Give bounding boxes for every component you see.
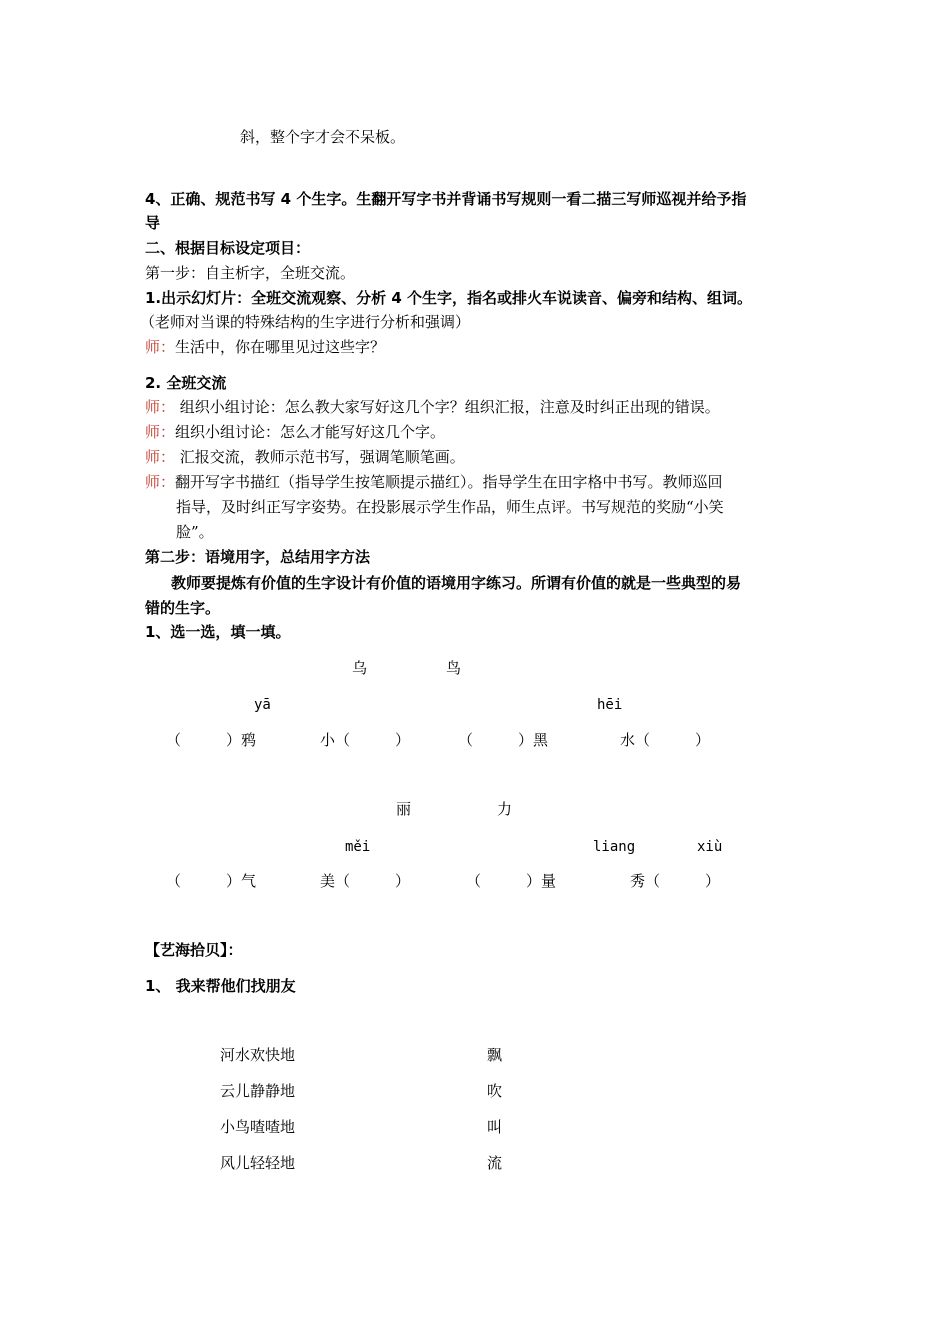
ex2-pinyin-liang: liang	[593, 839, 636, 855]
teacher-label: 师：	[145, 398, 176, 416]
ex1-char-wu: 乌	[352, 659, 368, 677]
item4-line1: 4、正确、规范书写 4 个生字。生翻开写字书并背诵书写规则一看二描三写师巡视并给予指	[145, 190, 747, 208]
friends-left-1: 河水欢快地	[220, 1046, 296, 1064]
teacher-step-1	[145, 396, 720, 418]
teacher-label: 师：	[145, 448, 176, 466]
teacher-step-4-line1: 翻开写字书描红（指导学生按笔顺提示描红）。指导学生在田字格中书写。教师巡回	[175, 473, 723, 491]
friends-right-1: 飘	[487, 1046, 503, 1064]
step1-item1: 1.出示幻灯片：全班交流观察、分析 4 个生字，指名或排火车说读音、偏旁和结构、组词。	[145, 289, 753, 307]
teacher-step-2	[145, 421, 445, 443]
friends-left-3: 小鸟喳喳地	[220, 1118, 296, 1136]
friends-title: 1、 我来帮他们找朋友	[145, 977, 296, 995]
ex1-blank-2: 小（ ）	[320, 731, 411, 749]
teacher-step-2-text: 组织小组讨论：怎么才能写好这几个字。	[175, 423, 446, 441]
section2-title: 二、根据目标设定项目：	[145, 239, 311, 257]
step1-note: （老师对当课的特殊结构的生字进行分析和强调）	[140, 313, 471, 331]
ex1-blank-1: （ ）鸦	[166, 731, 257, 749]
ex1-pinyin-hei: hēi	[597, 697, 623, 713]
step2-para-line1: 教师要提炼有价值的生字设计有价值的语境用字练习。所谓有价值的就是一些典型的易	[171, 574, 742, 592]
friends-left-2: 云儿静静地	[220, 1082, 296, 1100]
teacher-step-4-line2: 指导，及时纠正写字姿势。在投影展示学生作品，师生点评。书写规范的奖励“小笑	[176, 498, 724, 516]
ex2-char-li2: 力	[497, 800, 513, 818]
yihai-title: 【艺海拾贝】：	[145, 941, 243, 959]
teacher-step-4-line3: 脸”。	[176, 523, 214, 541]
ex2-pinyin-xiu: xiù	[697, 839, 723, 855]
ex1-blank-4: 水（ ）	[620, 731, 711, 749]
friends-right-2: 吹	[487, 1082, 503, 1100]
teacher-question	[145, 336, 385, 358]
teacher-label: 师：	[145, 338, 176, 356]
teacher-step-3	[145, 446, 465, 468]
ex2-blank-4: 秀（ ）	[630, 872, 721, 890]
ex1-pinyin-ya: yā	[254, 697, 271, 713]
ex2-blank-2: 美（ ）	[320, 872, 411, 890]
teacher-label: 师：	[145, 423, 176, 441]
item2-title: 2. 全班交流	[145, 374, 227, 392]
ex2-blank-1: （ ）气	[166, 872, 257, 890]
top-line: 斜，整个字才会不呆板。	[240, 128, 406, 146]
step2-heading: 第二步：语境用字，总结用字方法	[145, 548, 371, 566]
exercise1-title: 1、选一选，填一填。	[145, 623, 291, 641]
ex1-blank-3: （ ）黑	[458, 731, 549, 749]
teacher-step-4	[145, 471, 723, 493]
friends-right-3: 叫	[487, 1118, 503, 1136]
ex2-blank-3: （ ）量	[466, 872, 557, 890]
friends-left-4: 风儿轻轻地	[220, 1154, 296, 1172]
step1-heading: 第一步：自主析字，全班交流。	[145, 264, 356, 282]
ex1-char-niao: 鸟	[446, 659, 462, 677]
teacher-step-3-text: 汇报交流，教师示范书写，强调笔顺笔画。	[175, 448, 465, 466]
step2-para-line2: 错的生字。	[145, 599, 221, 617]
ex2-pinyin-mei: měi	[345, 839, 371, 855]
ex2-char-li: 丽	[396, 800, 412, 818]
item4-line2: 导	[145, 214, 161, 232]
life-question: 生活中，你在哪里见过这些字？	[175, 338, 386, 356]
friends-right-4: 流	[487, 1154, 503, 1172]
teacher-label: 师：	[145, 473, 176, 491]
teacher-step-1-text: 组织小组讨论：怎么教大家写好这几个字？组织汇报，注意及时纠正出现的错误。	[175, 398, 720, 416]
